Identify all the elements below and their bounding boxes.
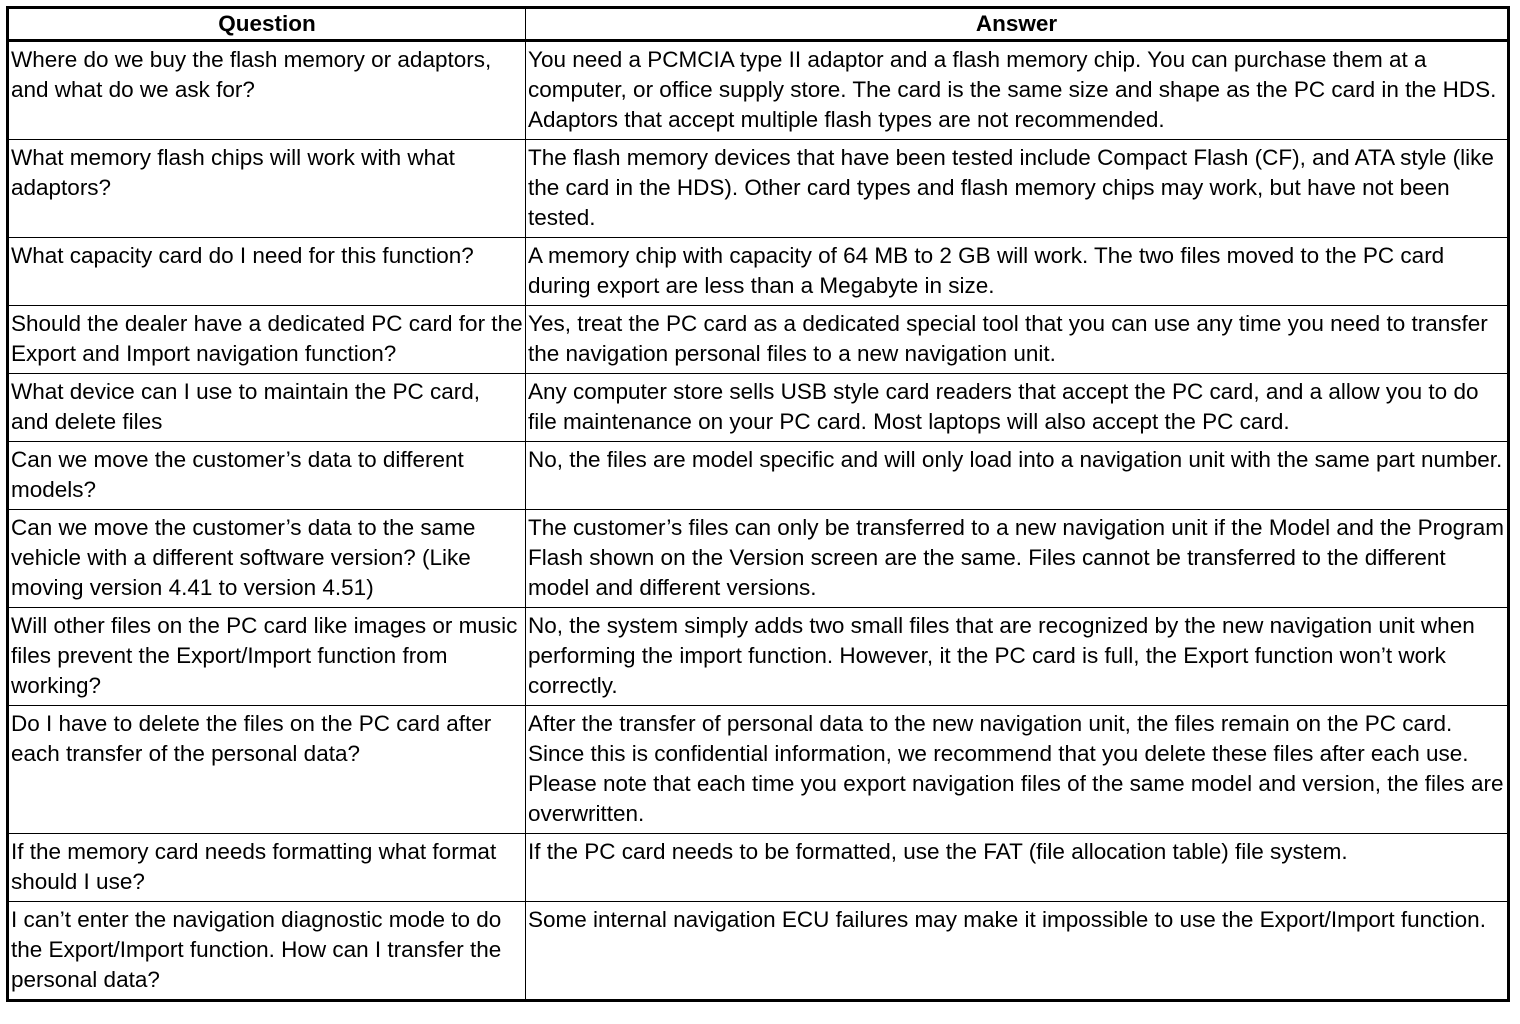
table-row [8, 306, 1509, 374]
question-cell: What memory flash chips will work with what adaptors? [8, 140, 526, 238]
question-cell: What capacity card do I need for this function? [8, 238, 526, 306]
question-cell: If the memory card needs formatting what format should I use? [8, 834, 526, 902]
question-cell: I can’t enter the navigation diagnostic mode to do the Export/Import function. How can I transfer the personal data? [8, 902, 526, 1001]
answer-cell: The customer’s files can only be transferred to a new navigation unit if the Model and the Program Flash shown on the Version screen are the same. Files cannot be transferred to the different model and different versions. [526, 510, 1509, 608]
question-cell: Where do we buy the flash memory or adaptors, and what do we ask for? [8, 41, 526, 140]
answer-cell: Yes, treat the PC card as a dedicated special tool that you can use any time you need to transfer the navigation personal files to a new navigation unit. [526, 306, 1509, 374]
answer-cell: A memory chip with capacity of 64 MB to 2 GB will work. The two files moved to the PC card during export are less than a Megabyte in size. [526, 238, 1509, 306]
answer-cell: Any computer store sells USB style card readers that accept the PC card, and a allow you to do file maintenance on your PC card. Most laptops will also accept the PC card. [526, 374, 1509, 442]
table-row [8, 510, 1509, 608]
question-cell: Should the dealer have a dedicated PC card for the Export and Import navigation function? [8, 306, 526, 374]
table-row [8, 442, 1509, 510]
table-row [8, 902, 1509, 1001]
answer-cell: Some internal navigation ECU failures may make it impossible to use the Export/Import function. [526, 902, 1509, 1001]
question-cell: Can we move the customer’s data to the same vehicle with a different software version? (Like moving version 4.41 to version 4.51) [8, 510, 526, 608]
table-row [8, 706, 1509, 834]
answer-cell: If the PC card needs to be formatted, use the FAT (file allocation table) file system. [526, 834, 1509, 902]
question-cell: Can we move the customer’s data to different models? [8, 442, 526, 510]
table-row [8, 374, 1509, 442]
table-row [8, 608, 1509, 706]
answer-cell: You need a PCMCIA type II adaptor and a flash memory chip. You can purchase them at a computer, or office supply store. The card is the same size and shape as the PC card in the HDS. Adaptors that accept multiple flash types are not recommended. [526, 41, 1509, 140]
answer-cell: After the transfer of personal data to the new navigation unit, the files remain on the PC card. Since this is confidential information, we recommend that you delete these files after each use. Please note that each time you export navigation files of the same model and version, the files are overwritten. [526, 706, 1509, 834]
answer-cell: No, the files are model specific and will only load into a navigation unit with the same part number. [526, 442, 1509, 510]
table-row [8, 140, 1509, 238]
answer-column-header: Answer [526, 8, 1509, 41]
question-cell: What device can I use to maintain the PC card, and delete files [8, 374, 526, 442]
table-row [8, 834, 1509, 902]
question-cell: Do I have to delete the files on the PC card after each transfer of the personal data? [8, 706, 526, 834]
answer-cell: No, the system simply adds two small files that are recognized by the new navigation unit when performing the import function. However, it the PC card is full, the Export function won’t work correctly. [526, 608, 1509, 706]
header-row [8, 8, 1509, 41]
answer-cell: The flash memory devices that have been tested include Compact Flash (CF), and ATA style (like the card in the HDS). Other card types and flash memory chips may work, but have not been tested. [526, 140, 1509, 238]
table-row [8, 238, 1509, 306]
faq-table [6, 6, 1510, 1002]
question-column-header: Question [8, 8, 526, 41]
question-cell: Will other files on the PC card like images or music files prevent the Export/Import function from working? [8, 608, 526, 706]
table-row [8, 41, 1509, 140]
